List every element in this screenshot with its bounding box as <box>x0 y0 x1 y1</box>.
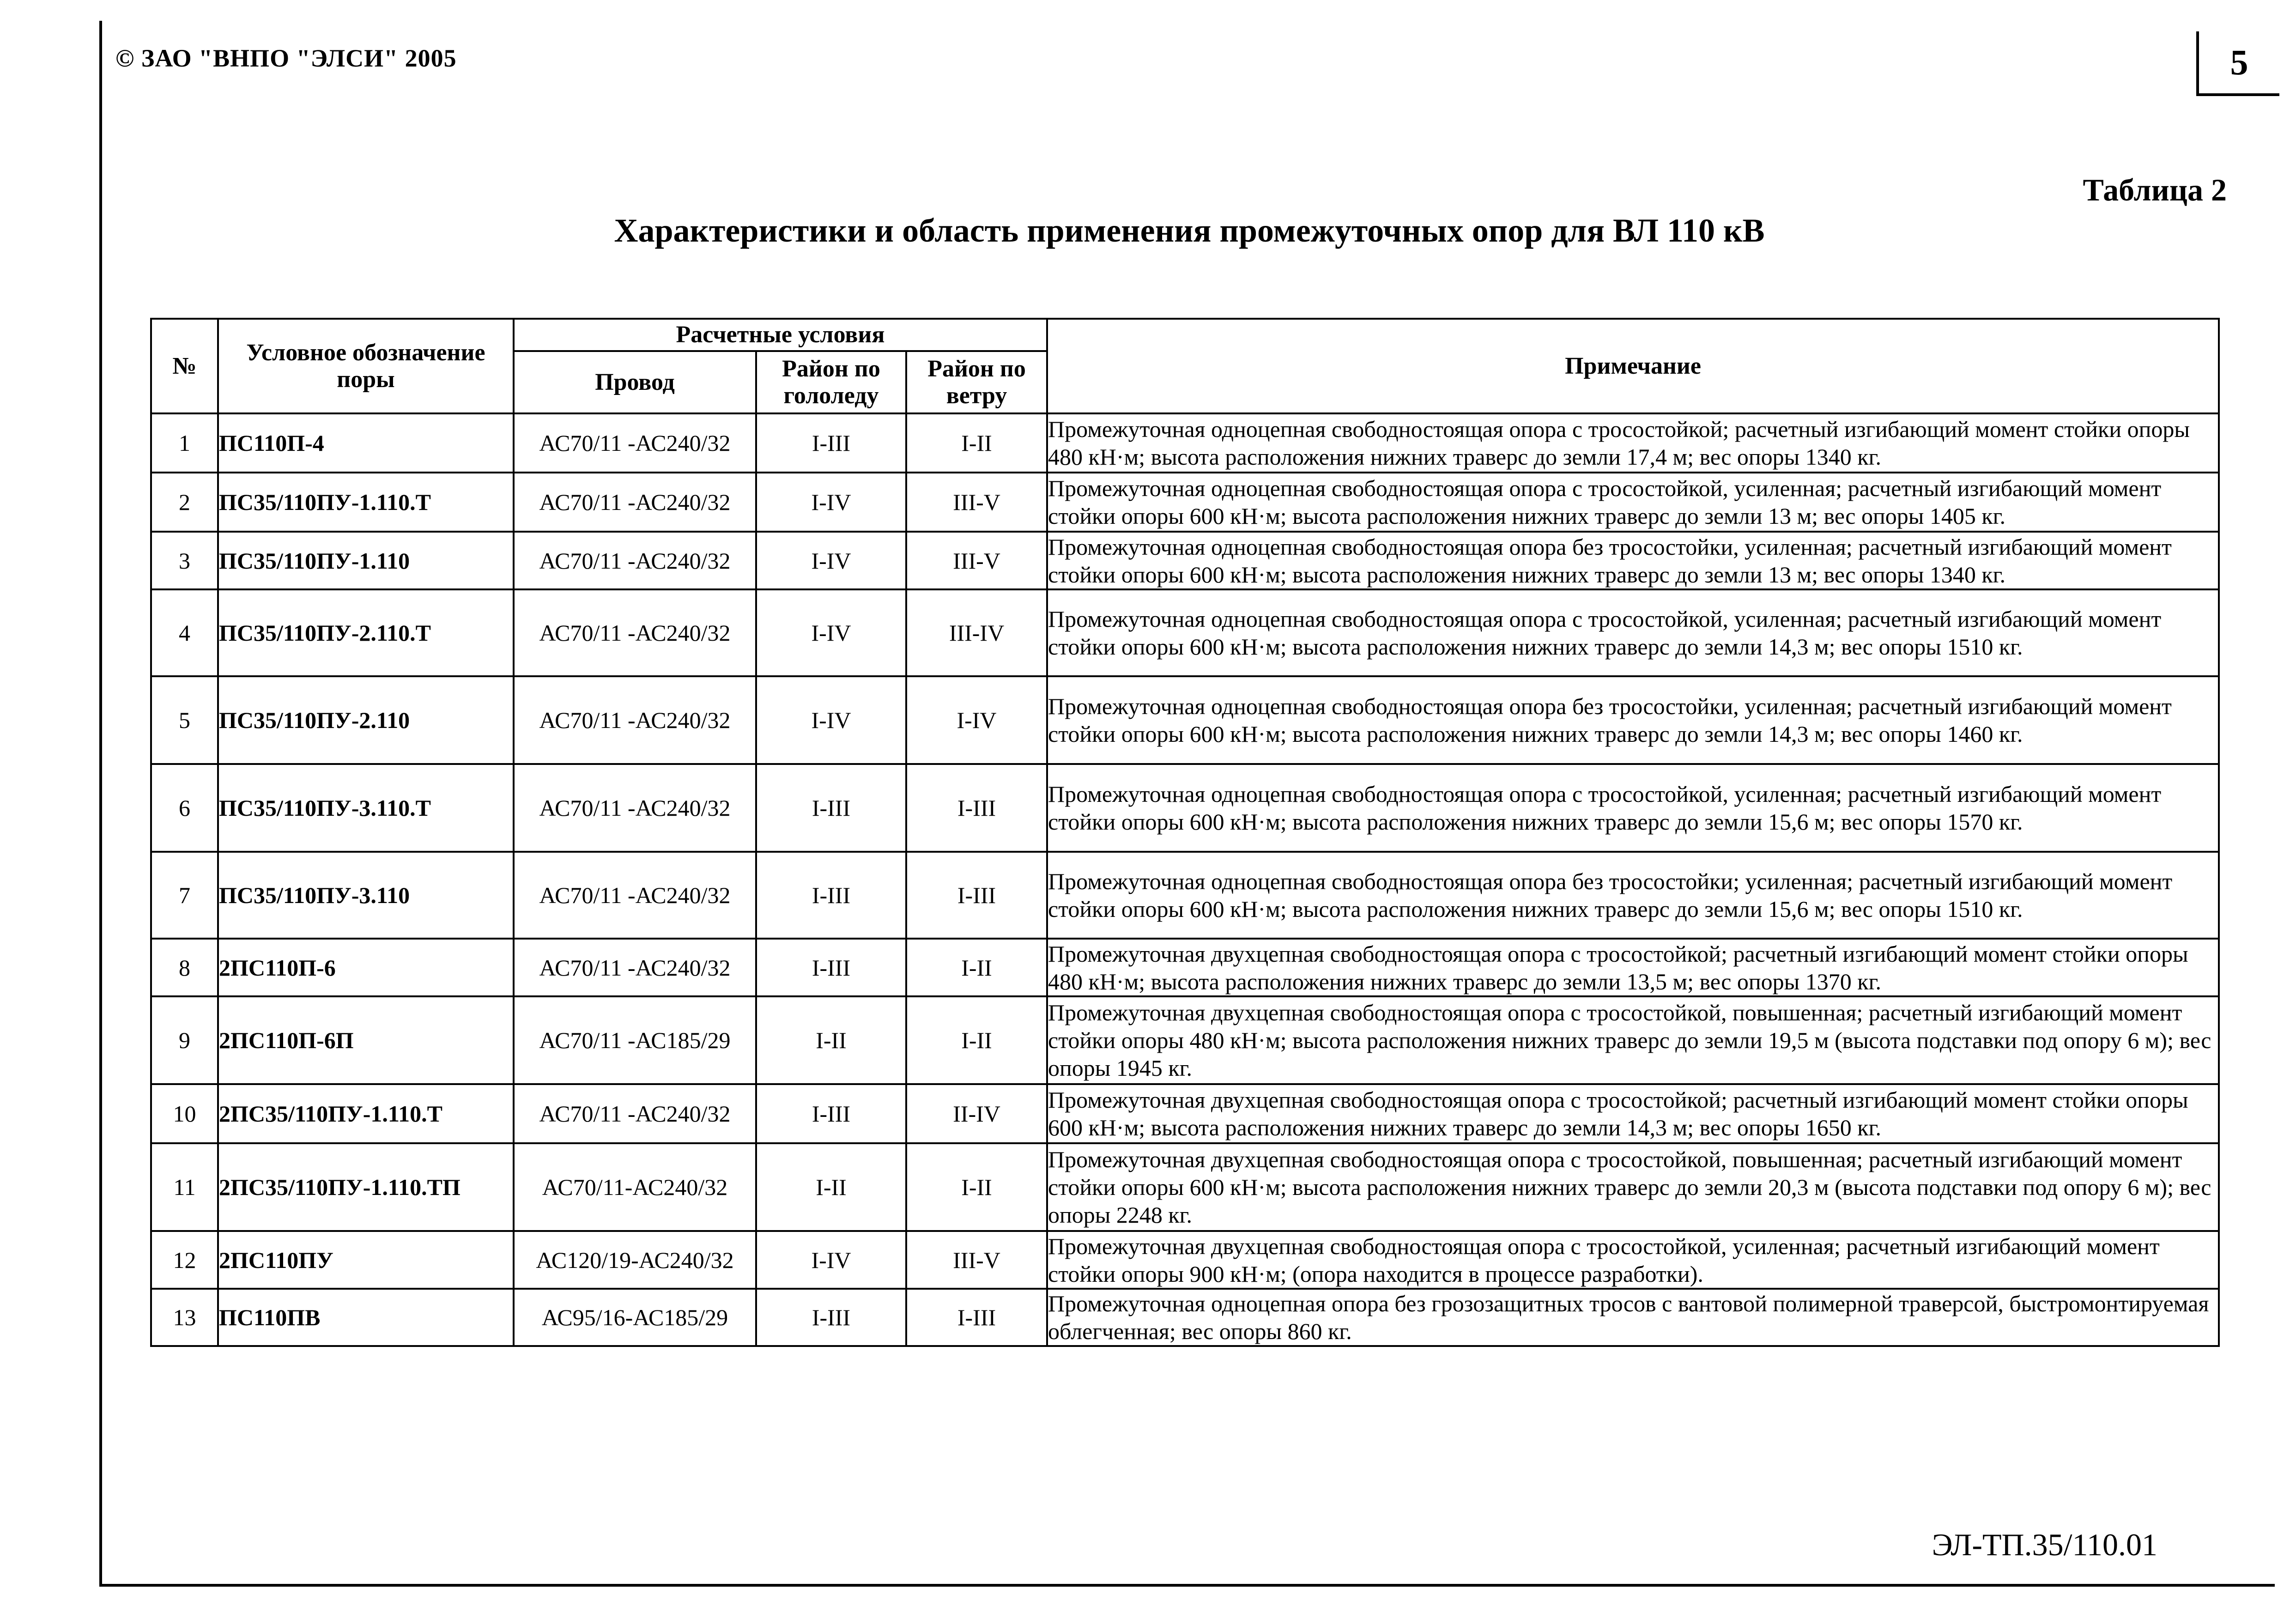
cell-wire: АС70/11-АС240/32 <box>514 1143 756 1231</box>
table-row <box>151 1231 2219 1289</box>
cell-wind: I-III <box>906 852 1047 939</box>
table-row <box>151 1084 2219 1143</box>
table-row <box>151 532 2219 589</box>
cell-ice: I-IV <box>756 676 906 764</box>
header-ice: Район по гололеду <box>756 351 906 413</box>
cell-note: Промежуточная двухцепная свободностоящая опора с тросостойкой, усиленная; расчетный изгибающий момент стойки опоры 900 кН·м; (опора находится в процессе разработки). <box>1047 1231 2219 1289</box>
document-title: Характеристики и область применения промежуточных опор для ВЛ 110 кВ <box>614 212 1765 249</box>
cell-note: Промежуточная одноцепная свободностоящая опора без тросостойки, усиленная; расчетный изгибающий момент стойки опоры 600 кН·м; высота расположения нижних траверс до земли 13 м; вес опоры 1340 кг. <box>1047 532 2219 589</box>
cell-designation: 2ПС35/110ПУ-1.110.ТП <box>218 1143 514 1231</box>
cell-designation: ПС110П-4 <box>218 413 514 473</box>
table-row <box>151 764 2219 852</box>
table-row <box>151 413 2219 473</box>
cell-wire: АС95/16-АС185/29 <box>514 1289 756 1346</box>
table-row <box>151 1143 2219 1231</box>
table-row <box>151 589 2219 676</box>
cell-ice: I-III <box>756 1289 906 1346</box>
cell-note: Промежуточная одноцепная свободностоящая опора с тросостойкой, усиленная; расчетный изгибающий момент стойки опоры 600 кН·м; высота расположения нижних траверс до земли 15,6 м; вес опоры 1570 кг. <box>1047 764 2219 852</box>
cell-num: 10 <box>151 1084 218 1143</box>
cell-wire: АС70/11 -АС240/32 <box>514 852 756 939</box>
cell-note: Промежуточная одноцепная опора без грозозащитных тросов с вантовой полимерной траверсой, быстромонтируемая облегченная; вес опоры 860 кг. <box>1047 1289 2219 1346</box>
cell-wind: III-V <box>906 1231 1047 1289</box>
cell-ice: I-III <box>756 852 906 939</box>
cell-wind: I-II <box>906 939 1047 996</box>
table-row <box>151 852 2219 939</box>
copyright-line: © ЗАО "ВНПО "ЭЛСИ" 2005 <box>115 44 457 72</box>
cell-num: 12 <box>151 1231 218 1289</box>
cell-designation: ПС35/110ПУ-2.110.Т <box>218 589 514 676</box>
cell-wind: I-III <box>906 764 1047 852</box>
header-wire: Провод <box>514 351 756 413</box>
cell-wind: III-V <box>906 473 1047 532</box>
cell-wire: АС70/11 -АС240/32 <box>514 764 756 852</box>
table-row <box>151 939 2219 996</box>
cell-num: 6 <box>151 764 218 852</box>
table-label: Таблица 2 <box>2083 172 2227 207</box>
cell-num: 3 <box>151 532 218 589</box>
cell-wire: АС70/11 -АС240/32 <box>514 676 756 764</box>
cell-note: Промежуточная одноцепная свободностоящая опора без тросостойки, усиленная; расчетный изгибающий момент стойки опоры 600 кН·м; высота расположения нижних траверс до земли 14,3 м; вес опоры 1460 кг. <box>1047 676 2219 764</box>
table-body <box>151 413 2219 1346</box>
cell-num: 1 <box>151 413 218 473</box>
cell-ice: I-III <box>756 413 906 473</box>
cell-ice: I-IV <box>756 589 906 676</box>
cell-ice: I-III <box>756 939 906 996</box>
cell-wire: АС70/11 -АС240/32 <box>514 939 756 996</box>
page-number: 5 <box>2196 31 2279 96</box>
cell-ice: I-III <box>756 1084 906 1143</box>
cell-ice: I-II <box>756 1143 906 1231</box>
table-row <box>151 996 2219 1084</box>
cell-designation: ПС35/110ПУ-1.110 <box>218 532 514 589</box>
cell-note: Промежуточная двухцепная свободностоящая опора с тросостойкой; расчетный изгибающий момент стойки опоры 480 кН·м; высота расположения нижних траверс до земли 13,5 м; вес опоры 1370 кг. <box>1047 939 2219 996</box>
supports-table <box>150 318 2220 1347</box>
header-conditions: Расчетные условия <box>514 319 1047 351</box>
cell-wind: I-III <box>906 1289 1047 1346</box>
header-note: Примечание <box>1047 319 2219 413</box>
cell-wire: АС70/11 -АС240/32 <box>514 1084 756 1143</box>
cell-wind: I-IV <box>906 676 1047 764</box>
cell-designation: 2ПС35/110ПУ-1.110.Т <box>218 1084 514 1143</box>
cell-num: 7 <box>151 852 218 939</box>
cell-designation: ПС110ПВ <box>218 1289 514 1346</box>
cell-wire: АС70/11 -АС240/32 <box>514 413 756 473</box>
cell-designation: ПС35/110ПУ-2.110 <box>218 676 514 764</box>
cell-wire: АС70/11 -АС185/29 <box>514 996 756 1084</box>
cell-note: Промежуточная одноцепная свободностоящая опора с тросостойкой, усиленная; расчетный изгибающий момент стойки опоры 600 кН·м; высота расположения нижних траверс до земли 13 м; вес опоры 1405 кг. <box>1047 473 2219 532</box>
header-num: № <box>151 319 218 413</box>
cell-wire: АС120/19-АС240/32 <box>514 1231 756 1289</box>
cell-wind: II-IV <box>906 1084 1047 1143</box>
cell-designation: 2ПС110ПУ <box>218 1231 514 1289</box>
cell-ice: I-IV <box>756 532 906 589</box>
cell-wind: I-II <box>906 413 1047 473</box>
table-row <box>151 1289 2219 1346</box>
cell-wind: I-II <box>906 996 1047 1084</box>
cell-wind: III-IV <box>906 589 1047 676</box>
cell-designation: ПС35/110ПУ-3.110 <box>218 852 514 939</box>
cell-ice: I-IV <box>756 1231 906 1289</box>
cell-designation: 2ПС110П-6 <box>218 939 514 996</box>
cell-ice: I-II <box>756 996 906 1084</box>
cell-wind: I-II <box>906 1143 1047 1231</box>
table-row <box>151 473 2219 532</box>
cell-num: 11 <box>151 1143 218 1231</box>
cell-wire: АС70/11 -АС240/32 <box>514 473 756 532</box>
cell-note: Промежуточная двухцепная свободностоящая опора с тросостойкой, повышенная; расчетный изгибающий момент стойки опоры 480 кН·м; высота расположения нижних траверс до земли 19,5 м (высота подставки под опору 6 м); вес опоры 1945 кг. <box>1047 996 2219 1084</box>
cell-num: 8 <box>151 939 218 996</box>
cell-ice: I-IV <box>756 473 906 532</box>
cell-note: Промежуточная одноцепная свободностоящая опора без тросостойки; усиленная; расчетный изгибающий момент стойки опоры 600 кН·м; высота расположения нижних траверс до земли 15,6 м; вес опоры 1510 кг. <box>1047 852 2219 939</box>
cell-wire: АС70/11 -АС240/32 <box>514 532 756 589</box>
header-wind: Район по ветру <box>906 351 1047 413</box>
cell-note: Промежуточная двухцепная свободностоящая опора с тросостойкой; расчетный изгибающий момент стойки опоры 600 кН·м; высота расположения нижних траверс до земли 14,3 м; вес опоры 1650 кг. <box>1047 1084 2219 1143</box>
cell-note: Промежуточная двухцепная свободностоящая опора с тросостойкой, повышенная; расчетный изгибающий момент стойки опоры 600 кН·м; высота расположения нижних траверс до земли 20,3 м (высота подставки под опору 6 м); вес опоры 2248 кг. <box>1047 1143 2219 1231</box>
cell-designation: ПС35/110ПУ-3.110.Т <box>218 764 514 852</box>
cell-num: 2 <box>151 473 218 532</box>
cell-wind: III-V <box>906 532 1047 589</box>
cell-ice: I-III <box>756 764 906 852</box>
table-row <box>151 676 2219 764</box>
cell-note: Промежуточная одноцепная свободностоящая опора с тросостойкой; расчетный изгибающий момент стойки опоры 480 кН·м; высота расположения нижних траверс до земли 17,4 м; вес опоры 1340 кг. <box>1047 413 2219 473</box>
header-designation: Условное обозначение поры <box>218 319 514 413</box>
cell-num: 5 <box>151 676 218 764</box>
cell-designation: ПС35/110ПУ-1.110.Т <box>218 473 514 532</box>
document-code: ЭЛ-ТП.35/110.01 <box>1932 1527 2157 1562</box>
cell-designation: 2ПС110П-6П <box>218 996 514 1084</box>
cell-note: Промежуточная одноцепная свободностоящая опора с тросостойкой, усиленная; расчетный изгибающий момент стойки опоры 600 кН·м; высота расположения нижних траверс до земли 14,3 м; вес опоры 1510 кг. <box>1047 589 2219 676</box>
cell-num: 13 <box>151 1289 218 1346</box>
cell-num: 4 <box>151 589 218 676</box>
cell-wire: АС70/11 -АС240/32 <box>514 589 756 676</box>
cell-num: 9 <box>151 996 218 1084</box>
